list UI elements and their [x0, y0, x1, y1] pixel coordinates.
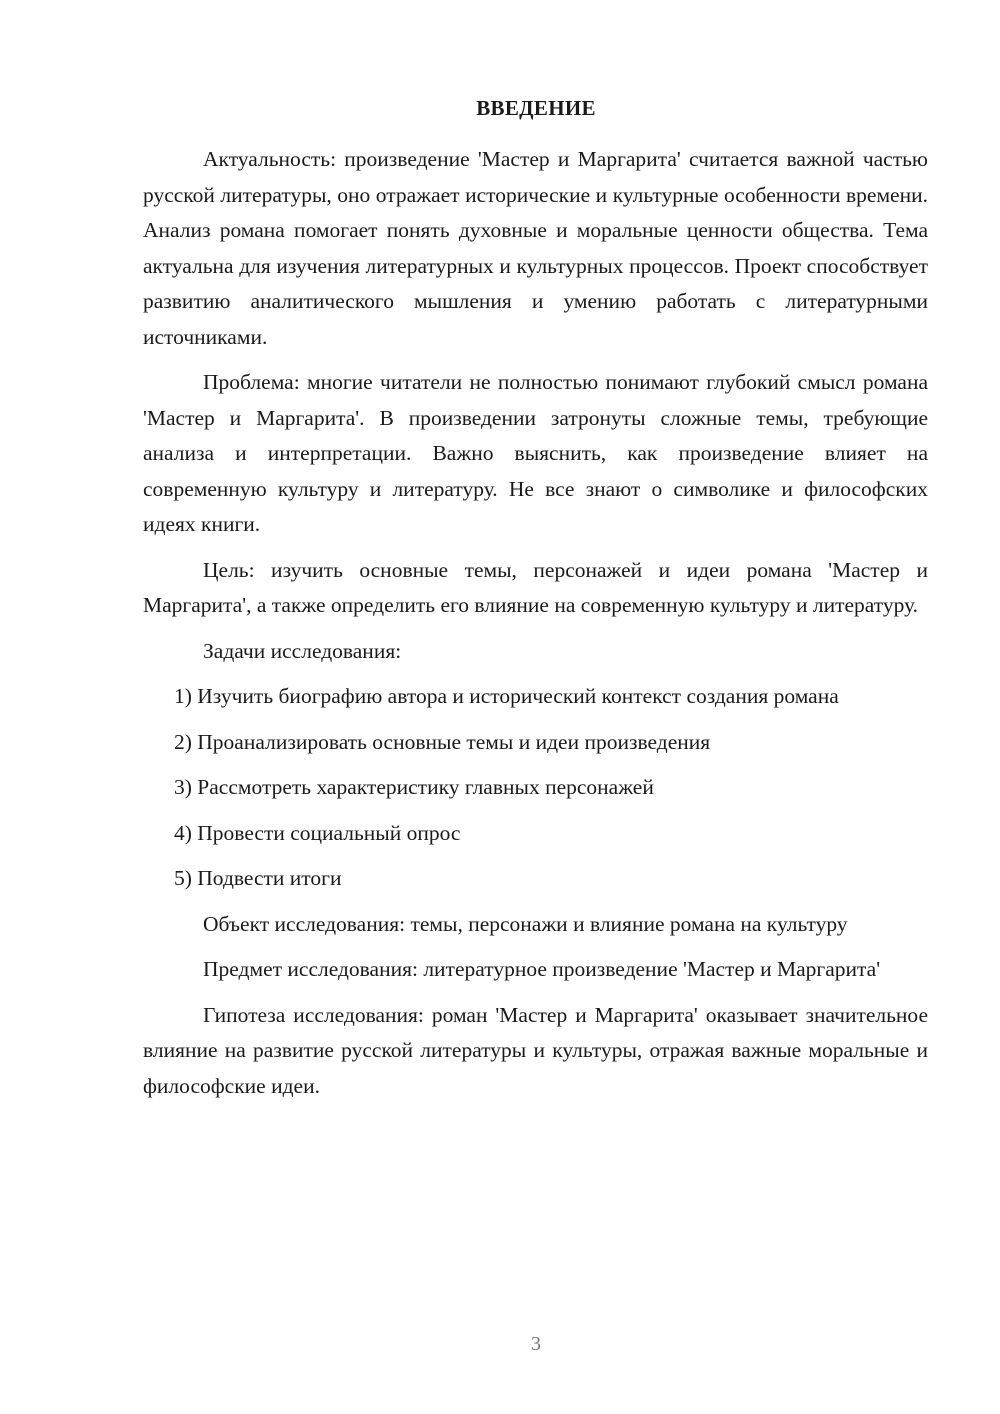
page-title: ВВЕДЕНИЕ [476, 96, 596, 120]
relevance-paragraph: Актуальность: произведение 'Мастер и Маргарита' считается важной частью русской литературы, оно отражает исторические и культурные особенности времени. Анализ романа помогает понять духовные и моральные ценности общества. Тема актуальна для изучения литературных и культурных процессов. Проект способствует развитию аналитического мышления и умению работать с литературными источниками. [143, 147, 928, 349]
document-body [143, 142, 928, 1114]
task-item-4: 4) Провести социальный опрос [174, 820, 461, 845]
page-number: 3 [531, 1333, 541, 1355]
task-item-3: 3) Рассмотреть характеристику главных персонажей [174, 775, 654, 799]
problem-paragraph: Проблема: многие читатели не полностью понимают глубокий смысл романа 'Мастер и Маргарита'. В произведении затронуты сложные темы, требующие анализа и интерпретации. Важно выяснить, как произведение влияет на современную культуру и литературу. Не все знают о символике и философских идеях книги. [143, 370, 928, 536]
object-paragraph: Объект исследования: темы, персонажи и влияние романа на культуру [203, 911, 848, 936]
tasks-heading: Задачи исследования: [203, 638, 402, 663]
task-item-5: 5) Подвести итоги [174, 866, 342, 890]
hypothesis-paragraph: Гипотеза исследования: роман 'Мастер и Маргарита' оказывает значительное влияние на развитие русской литературы и культуры, отражая важные моральные и философские идеи. [143, 1002, 928, 1098]
task-item-1: 1) Изучить биографию автора и исторический контекст создания романа [174, 684, 839, 708]
task-item-2: 2) Проанализировать основные темы и идеи произведения [174, 729, 711, 754]
subject-paragraph: Предмет исследования: литературное произведение 'Мастер и Маргарита' [203, 957, 881, 981]
goal-paragraph: Цель: изучить основные темы, персонажей и идеи романа 'Мастер и Маргарита', а также определить его влияние на современную культуру и литературу. [143, 557, 928, 617]
